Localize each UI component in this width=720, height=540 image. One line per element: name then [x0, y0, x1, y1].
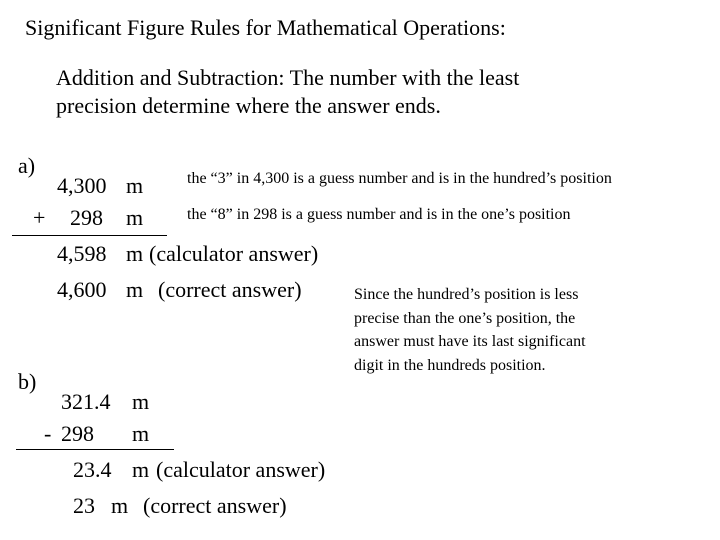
- rule-line-1: Addition and Subtraction: The number with the least: [56, 65, 520, 90]
- example-a-sum-line: [12, 235, 167, 236]
- example-b-calc-unit: m: [132, 457, 150, 482]
- example-a-unit-2: m: [126, 205, 144, 230]
- example-a-explanation: [354, 283, 674, 377]
- explanation-line-1: Since the hundred’s position is less: [354, 286, 579, 303]
- example-b-correct-desc: (correct answer): [143, 493, 287, 518]
- example-a-correct-unit: m: [126, 277, 144, 302]
- explanation-line-4: digit in the hundreds position.: [354, 356, 546, 374]
- explanation-line-3: answer must have its last significant: [354, 333, 586, 350]
- example-b-value-2: 298: [61, 421, 94, 446]
- example-b-label: b): [18, 369, 37, 394]
- example-a-value-1: 4,300: [57, 173, 107, 198]
- example-a-label: a): [18, 153, 36, 178]
- example-b-unit-2: m: [132, 421, 150, 446]
- addition-subtraction-rule: [56, 64, 519, 120]
- explanation-line-2: precise than the one’s position, the: [354, 309, 576, 327]
- example-a-calc-desc: (calculator answer): [149, 241, 319, 266]
- example-b-correct-unit: m: [111, 493, 129, 518]
- example-a-note-2: the “8” in 298 is a guess number and is in the one’s position: [187, 206, 571, 223]
- example-a-calc-unit: m: [126, 241, 144, 266]
- example-a-value-2: 298: [70, 205, 103, 230]
- example-b-calc-desc: (calculator answer): [156, 457, 326, 482]
- example-b-value-1: 321.4: [61, 389, 111, 414]
- example-b-unit-1: m: [132, 389, 150, 414]
- example-b-minus-operator: -: [44, 421, 52, 446]
- example-b-calc-value: 23.4: [73, 457, 112, 482]
- example-a-plus-operator: +: [33, 205, 46, 230]
- example-a-calc-value: 4,598: [57, 241, 107, 266]
- slide-title: Significant Figure Rules for Mathematical Operations:: [25, 15, 506, 40]
- example-b-correct-value: 23: [73, 493, 95, 518]
- rule-line-2: precision determine where the answer ends.: [56, 93, 441, 118]
- example-b-difference-line: [16, 449, 174, 450]
- example-a-note-1: the “3” in 4,300 is a guess number and is in the hundred’s position: [187, 170, 612, 187]
- example-a-correct-value: 4,600: [57, 277, 107, 302]
- example-a-unit-1: m: [126, 173, 144, 198]
- example-a-correct-desc: (correct answer): [158, 277, 302, 302]
